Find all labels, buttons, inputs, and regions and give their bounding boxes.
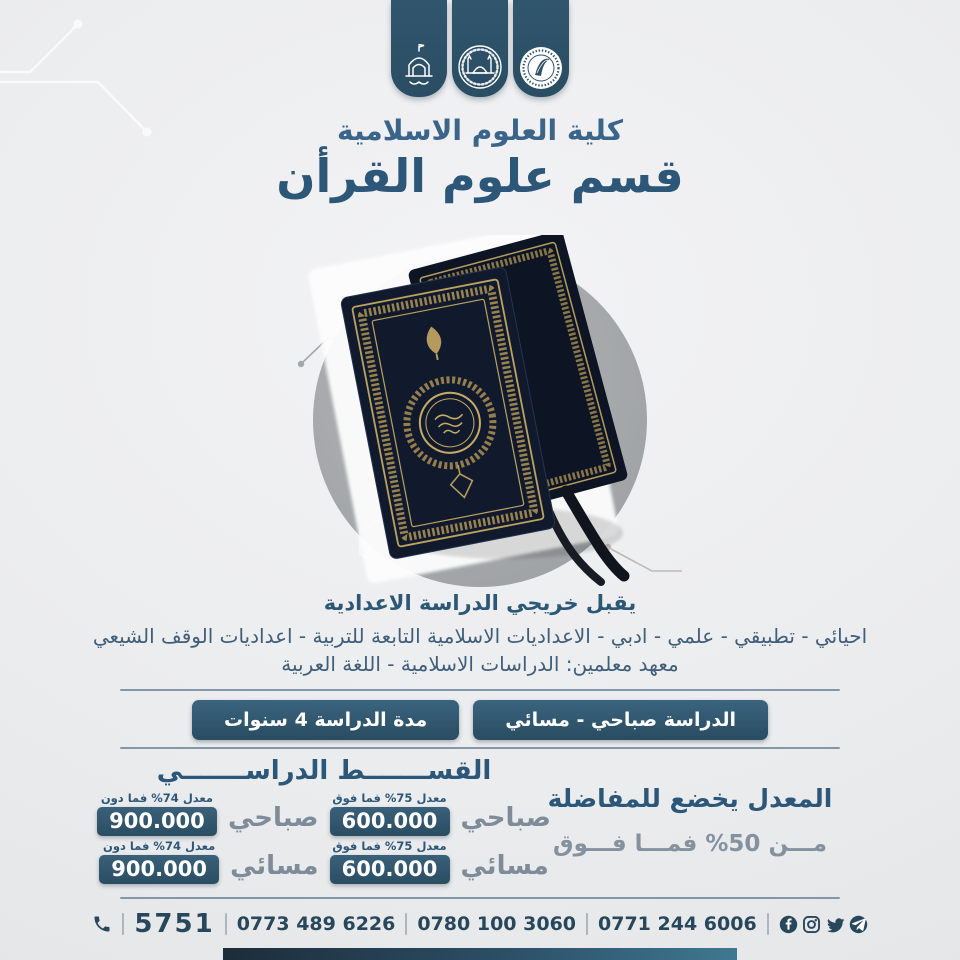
phone-number[interactable]: 0780 100 3060: [417, 913, 577, 935]
facebook-icon[interactable]: [779, 915, 798, 934]
telegram-icon[interactable]: [849, 915, 868, 934]
tuition-row-morning: [100, 791, 552, 836]
admission-heading: يقبل خريجي الدراسة الاعدادية: [323, 591, 637, 615]
phone-number[interactable]: 0771 244 6006: [598, 913, 757, 935]
separator: [586, 913, 588, 935]
short-phone-number[interactable]: 5751: [134, 909, 215, 939]
price-group-low: [99, 839, 219, 884]
quran-books-illustration: [250, 235, 710, 587]
logo-ribbons: [391, 0, 569, 97]
shrine-emblem-logo-icon: [397, 44, 441, 90]
period-label: صباحي: [227, 803, 319, 833]
holy-mosque-emblem-logo-icon: [457, 44, 503, 90]
separator: [767, 913, 769, 935]
price-amount: 900.000: [97, 807, 217, 836]
average-note: [540, 756, 840, 884]
separator: [225, 913, 227, 935]
phone-number[interactable]: 0773 489 6226: [236, 913, 396, 935]
price-amount: 600.000: [330, 807, 450, 836]
instagram-icon[interactable]: [802, 915, 821, 934]
average-note-subtitle: مـــن 50% فمـــا فـــوق: [553, 831, 827, 857]
divider: [120, 897, 840, 899]
tuition-heading: القســـــــط الدراســـــــي: [156, 756, 492, 786]
contact-footer: [0, 909, 960, 939]
divider: [120, 747, 840, 749]
average-note-title: المعدل يخضع للمفاضلة: [547, 784, 833, 813]
separator: [122, 913, 124, 935]
tuition-section: [100, 756, 840, 884]
twitter-icon[interactable]: [825, 915, 845, 934]
department-title: قسم علوم القرأن: [276, 149, 684, 203]
admission-institutes: معهد معلمين: الدراسات الاسلامية - اللغة العربية: [281, 652, 679, 676]
tuition-table: [100, 756, 552, 884]
price-caption: معدل 75% فما فوق: [332, 791, 447, 805]
price-group-high: [330, 791, 450, 836]
ribbon-left: [391, 0, 447, 97]
price-amount: 900.000: [99, 855, 219, 884]
bottom-gradient-bar: [223, 948, 737, 960]
badges-row: [0, 700, 960, 740]
admission-tracks: احيائي - تطبيقي - علمي - ادبي - الاعداديات الاسلامية التابعة للتربية - اعداديات الوقف الشيعي: [92, 624, 868, 648]
study-time-badge: الدراسة صباحي - مسائي: [473, 700, 768, 740]
ribbon-right: [513, 0, 569, 97]
duration-badge: مدة الدراسة 4 سنوات: [192, 700, 459, 740]
price-group-low: [97, 791, 217, 836]
divider: [120, 689, 840, 691]
ribbon-middle: [452, 0, 508, 97]
price-caption: معدل 74% فما دون: [100, 791, 214, 805]
period-label: صباحي: [460, 803, 552, 833]
admission-block: [0, 591, 960, 678]
period-label: مسائي: [230, 851, 319, 881]
title-block: [0, 114, 960, 203]
price-amount: 600.000: [330, 855, 450, 884]
separator: [405, 913, 407, 935]
price-group-high: [330, 839, 450, 884]
price-caption: معدل 75% فما فوق: [332, 839, 447, 853]
period-label: مسائي: [460, 851, 549, 881]
university-seal-logo-icon: [519, 46, 563, 90]
price-caption: معدل 74% فما دون: [103, 839, 216, 853]
tuition-row-evening: [103, 839, 549, 884]
college-title: كلية العلوم الاسلامية: [336, 114, 624, 147]
social-icons: [779, 915, 868, 934]
phone-icon: [92, 914, 112, 934]
